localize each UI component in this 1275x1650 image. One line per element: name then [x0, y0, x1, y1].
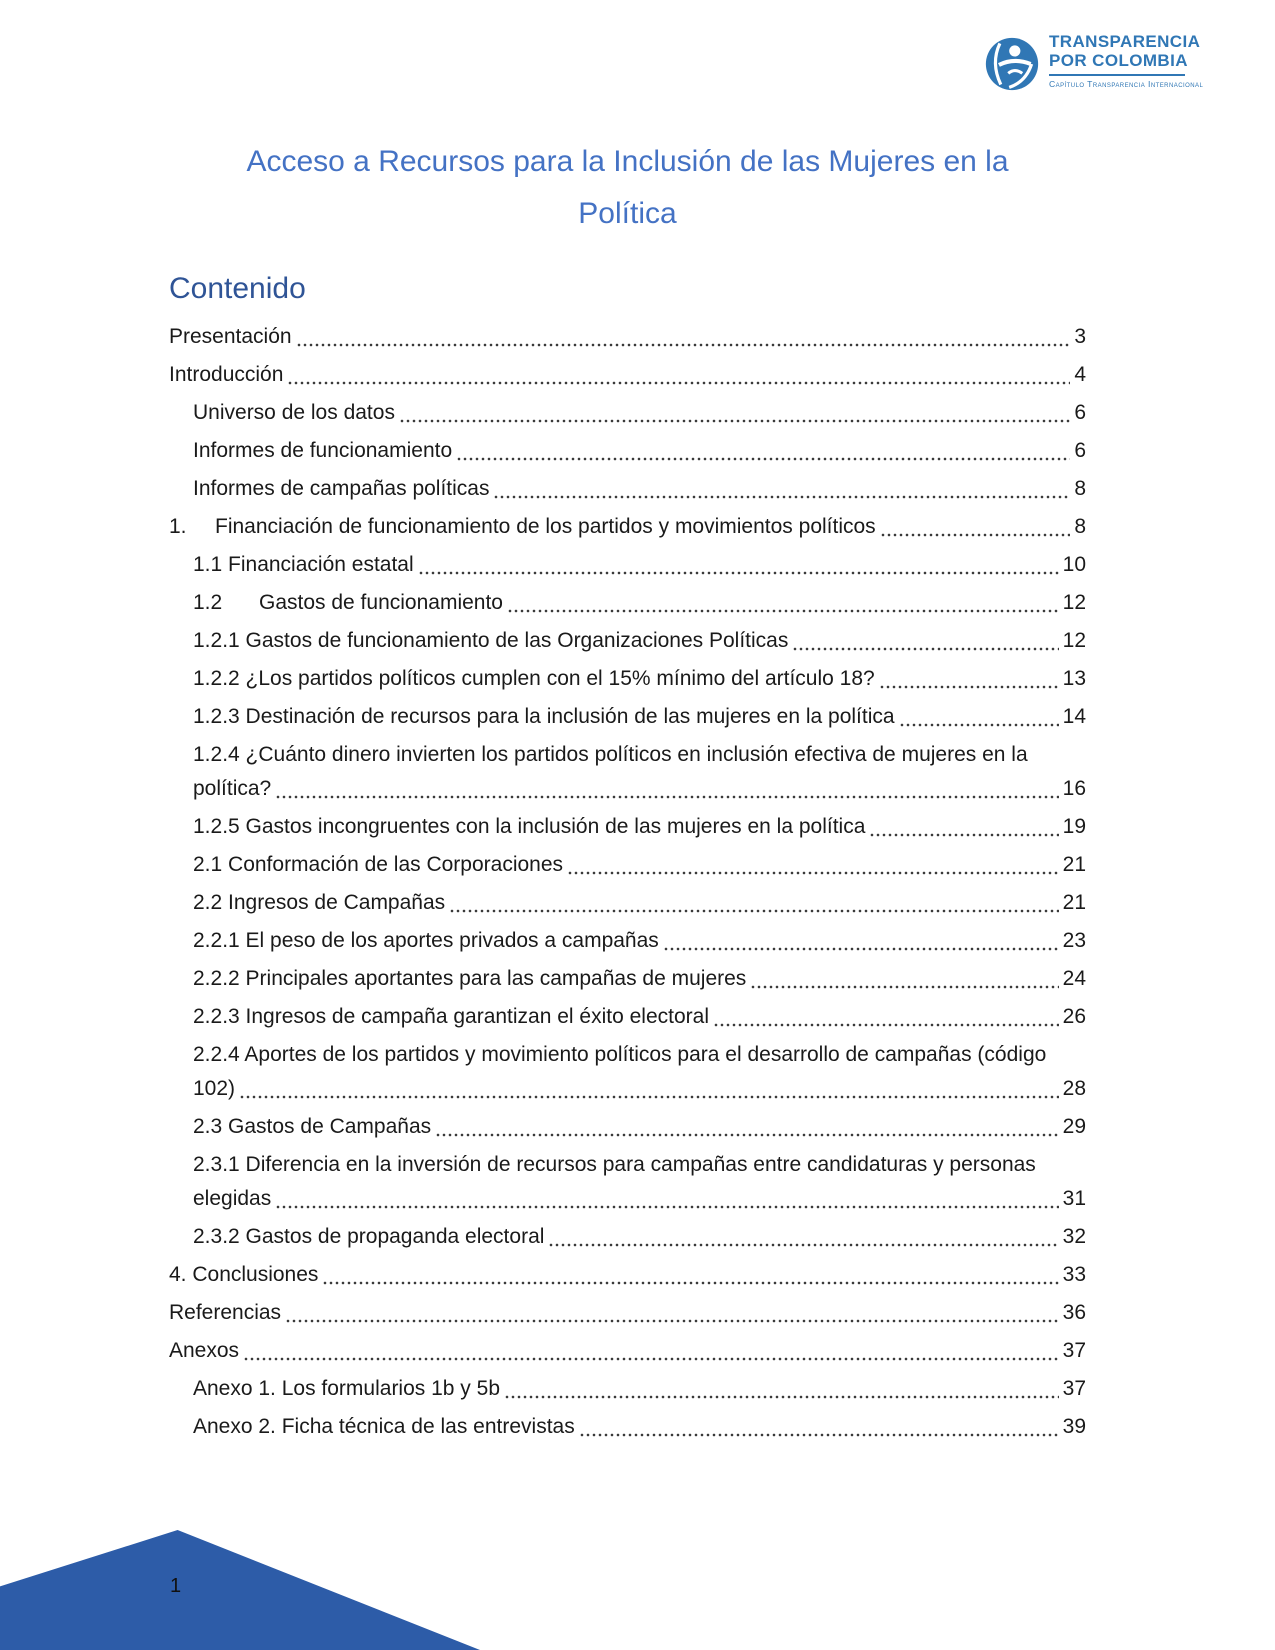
- toc-dot-leader: [714, 1023, 1059, 1027]
- toc-entry-row: [193, 1000, 1086, 1034]
- toc-dot-leader: [419, 571, 1059, 575]
- toc-entry[interactable]: [169, 1148, 1086, 1216]
- toc-entry[interactable]: [169, 624, 1086, 658]
- toc-page-number: 6: [1074, 439, 1086, 462]
- toc-page-number: 21: [1062, 853, 1086, 876]
- toc-dot-leader: [450, 909, 1058, 913]
- toc-entry-row: [193, 396, 1086, 430]
- toc-entry-text: 2.2.1 El peso de los aportes privados a campañas: [193, 929, 659, 952]
- toc-entry-text: Presentación: [169, 325, 292, 348]
- toc-entry[interactable]: [169, 434, 1086, 468]
- toc-dot-leader: [880, 685, 1059, 689]
- toc-entry-text-line1: 1.2.4 ¿Cuánto dinero invierten los partidos políticos en inclusión efectiva de mujeres en la: [193, 743, 1028, 766]
- toc-entry[interactable]: [169, 472, 1086, 506]
- toc-page-number: 29: [1062, 1115, 1086, 1138]
- toc-entry[interactable]: [169, 1258, 1086, 1292]
- toc-entry-text: 1.1 Financiación estatal: [193, 553, 414, 576]
- toc-entry-text: Informes de funcionamiento: [193, 439, 453, 462]
- toc-entry-text: Introducción: [169, 363, 284, 386]
- toc-entry-text: 1.2.3 Destinación de recursos para la inclusión de las mujeres en la política: [193, 705, 895, 728]
- toc-entry[interactable]: [169, 924, 1086, 958]
- toc-entry[interactable]: [169, 700, 1086, 734]
- toc-entry[interactable]: [169, 1410, 1086, 1444]
- toc-entry-row: [193, 1182, 1086, 1216]
- toc-entry[interactable]: [169, 848, 1086, 882]
- toc-entry-text: Referencias: [169, 1301, 282, 1324]
- toc-entry-text: Anexos: [169, 1339, 240, 1362]
- toc-dot-leader: [240, 1095, 1059, 1099]
- toc-entry[interactable]: [169, 662, 1086, 696]
- toc-entry-row: [193, 962, 1086, 996]
- toc-entry-text: Anexo 2. Ficha técnica de las entrevistas: [193, 1415, 575, 1438]
- toc-page-number: 32: [1062, 1225, 1086, 1248]
- toc-dot-leader: [323, 1281, 1058, 1285]
- toc-page-number: 24: [1062, 967, 1086, 990]
- toc-entry-row: [193, 1072, 1086, 1106]
- toc-entry-number-prefix: 1.2: [193, 591, 223, 614]
- toc-dot-leader: [793, 647, 1058, 651]
- toc-dot-leader: [870, 833, 1058, 837]
- brand-name-line2: POR COLOMBIA: [1049, 51, 1188, 70]
- toc-entry-row: [193, 624, 1086, 658]
- toc-dot-leader: [276, 795, 1058, 799]
- toc-page-number: 16: [1062, 777, 1086, 800]
- toc-dot-leader: [900, 723, 1059, 727]
- toc-entry-text: 2.3 Gastos de Campañas: [193, 1115, 432, 1138]
- toc-entry-text: Anexo 1. Los formularios 1b y 5b: [193, 1377, 501, 1400]
- toc-entry[interactable]: [169, 396, 1086, 430]
- brand-logo: [984, 32, 1204, 92]
- toc-page-number: 12: [1062, 591, 1086, 614]
- toc-entry-row: [193, 848, 1086, 882]
- toc-entry-row: [193, 1410, 1086, 1444]
- toc-page-number: 31: [1062, 1187, 1086, 1210]
- document-title: [169, 0, 1086, 240]
- toc-dot-leader: [297, 343, 1071, 347]
- toc-entry-text-line1: 2.2.4 Aportes de los partidos y movimiento políticos para el desarrollo de campañas (código: [193, 1043, 1047, 1066]
- toc-entry-row: [193, 924, 1086, 958]
- toc-entry[interactable]: [169, 1220, 1086, 1254]
- toc-entry-row: [193, 810, 1086, 844]
- toc-page-number: 37: [1062, 1339, 1086, 1362]
- toc-page-number: 8: [1074, 477, 1086, 500]
- toc-page-number: 39: [1062, 1415, 1086, 1438]
- toc-entry-text: Financiación de funcionamiento de los partidos y movimientos políticos: [215, 515, 876, 538]
- toc-dot-leader: [436, 1133, 1059, 1137]
- toc-page-number: 3: [1074, 325, 1086, 348]
- toc-page-number: 28: [1062, 1077, 1086, 1100]
- toc-entry-text: 2.2 Ingresos de Campañas: [193, 891, 446, 914]
- toc-entry-text: 2.2.2 Principales aportantes para las campañas de mujeres: [193, 967, 747, 990]
- toc-entry[interactable]: [169, 1038, 1086, 1106]
- toc-entry[interactable]: [169, 1372, 1086, 1406]
- toc-entry-row: [169, 358, 1086, 392]
- toc-entry-text: Universo de los datos: [193, 401, 395, 424]
- toc-page-number: 14: [1062, 705, 1086, 728]
- toc-page-number: 37: [1062, 1377, 1086, 1400]
- footer-page-number: 1: [170, 1575, 182, 1597]
- brand-name-line1: TRANSPARENCIA: [1049, 32, 1201, 51]
- toc-entry-row: [193, 662, 1086, 696]
- toc-list: [169, 320, 1086, 1444]
- toc-entry-text: 1.2.5 Gastos incongruentes con la inclusión de las mujeres en la política: [193, 815, 866, 838]
- toc-page-number: 19: [1062, 815, 1086, 838]
- toc-entry-text: 4. Conclusiones: [169, 1263, 319, 1286]
- toc-entry-row: [193, 1372, 1086, 1406]
- toc-dot-leader: [549, 1243, 1058, 1247]
- toc-entry[interactable]: [169, 586, 1086, 620]
- toc-entry-text: 1.2.1 Gastos de funcionamiento de las Organizaciones Políticas: [193, 629, 789, 652]
- toc-entry-row: [169, 510, 1086, 544]
- toc-dot-leader: [664, 947, 1059, 951]
- toc-entry-text-line2: política?: [193, 777, 272, 800]
- toc-entry-text: 2.2.3 Ingresos de campaña garantizan el éxito electoral: [193, 1005, 709, 1028]
- toc-page-number: 10: [1062, 553, 1086, 576]
- toc-page-number: 23: [1062, 929, 1086, 952]
- toc-entry-text: 2.1 Conformación de las Corporaciones: [193, 853, 564, 876]
- toc-entry-row: [193, 1220, 1086, 1254]
- toc-entry[interactable]: [169, 320, 1086, 354]
- toc-page-number: 12: [1062, 629, 1086, 652]
- toc-entry[interactable]: [169, 886, 1086, 920]
- toc-dot-leader: [288, 381, 1070, 385]
- toc-entry-text: 1.2.2 ¿Los partidos políticos cumplen con el 15% mínimo del artículo 18?: [193, 667, 875, 690]
- toc-entry-row: [193, 1110, 1086, 1144]
- toc-dot-leader: [494, 495, 1070, 499]
- globe-person-icon: [984, 36, 1040, 92]
- toc-entry[interactable]: [169, 738, 1086, 806]
- toc-entry[interactable]: [169, 1110, 1086, 1144]
- toc-entry[interactable]: [169, 358, 1086, 392]
- toc-dot-leader: [505, 1395, 1059, 1399]
- toc-entry[interactable]: [169, 510, 1086, 544]
- brand-subtitle: Capítulo Transparencia Internacional: [1049, 79, 1204, 89]
- toc-page-number: 6: [1074, 401, 1086, 424]
- toc-entry-number-prefix: 1.: [169, 515, 187, 538]
- toc-dot-leader: [457, 457, 1070, 461]
- toc-page-number: 13: [1062, 667, 1086, 690]
- toc-entry-text-line2: 102): [193, 1077, 236, 1100]
- toc-page-number: 26: [1062, 1005, 1086, 1028]
- toc-page-number: 8: [1074, 515, 1086, 538]
- toc-page-number: 21: [1062, 891, 1086, 914]
- toc-entry-row: [193, 548, 1086, 582]
- toc-entry-row: [193, 586, 1086, 620]
- toc-heading: Contenido: [169, 272, 306, 305]
- brand-divider: [1049, 74, 1185, 76]
- toc-entry-row: [193, 472, 1086, 506]
- toc-dot-leader: [580, 1433, 1059, 1437]
- toc-entry-text-line2: elegidas: [193, 1187, 272, 1210]
- toc-dot-leader: [244, 1357, 1059, 1361]
- toc-entry-row: [193, 886, 1086, 920]
- toc-page-number: 33: [1062, 1263, 1086, 1286]
- toc-entry[interactable]: [169, 548, 1086, 582]
- document-title-line2: Política: [578, 197, 677, 230]
- toc-entry[interactable]: [169, 1296, 1086, 1330]
- toc-entry-text-line1: 2.3.1 Diferencia en la inversión de recursos para campañas entre candidaturas y personas: [193, 1153, 1036, 1176]
- toc-entry-text: Informes de campañas políticas: [193, 477, 490, 500]
- toc-entry[interactable]: [169, 810, 1086, 844]
- toc-entry-row: [169, 1258, 1086, 1292]
- toc-entry-row: [169, 320, 1086, 354]
- toc-entry-row: [193, 434, 1086, 468]
- toc-page-number: 4: [1074, 363, 1086, 386]
- toc-entry-text: 2.3.2 Gastos de propaganda electoral: [193, 1225, 545, 1248]
- toc-entry-text: Gastos de funcionamiento: [259, 591, 503, 614]
- toc-entry-row: [169, 1296, 1086, 1330]
- toc-dot-leader: [881, 533, 1071, 537]
- toc-entry[interactable]: [169, 962, 1086, 996]
- toc-entry-row: [193, 700, 1086, 734]
- toc-dot-leader: [400, 419, 1070, 423]
- document-title-line1: Acceso a Recursos para la Inclusión de las Mujeres en la: [246, 145, 1009, 178]
- toc-entry-row: [193, 772, 1086, 806]
- toc-dot-leader: [751, 985, 1058, 989]
- toc-entry[interactable]: [169, 1000, 1086, 1034]
- toc-entry-row: [169, 1334, 1086, 1368]
- toc-page-number: 36: [1062, 1301, 1086, 1324]
- footer-triangle: [0, 1530, 480, 1650]
- toc-dot-leader: [276, 1205, 1058, 1209]
- toc-dot-leader: [568, 871, 1059, 875]
- toc-entry[interactable]: [169, 1334, 1086, 1368]
- toc-dot-leader: [286, 1319, 1059, 1323]
- toc-dot-leader: [508, 609, 1059, 613]
